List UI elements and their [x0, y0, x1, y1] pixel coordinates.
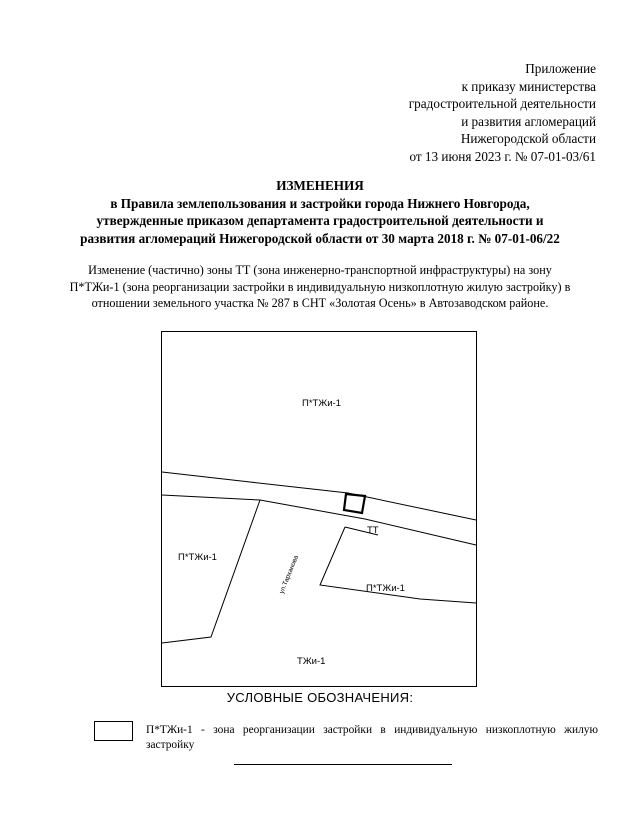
description-line: отношении земельного участка № 287 в СНТ «Золотая Осень» в Автозаводском районе. — [91, 296, 549, 310]
appendix-line: от 13 июня 2023 г. № 07-01-03/61 — [409, 148, 596, 164]
description-line: Изменение (частично) зоны ТТ (зона инженерно-транспортной инфраструктуры) на зону — [88, 263, 552, 277]
street-label: ул.Тарханова — [278, 554, 301, 595]
parcel-287-outline — [344, 494, 365, 513]
map-frame — [162, 332, 477, 687]
heading-line: утвержденные приказом департамента градостроительной деятельности и — [96, 213, 544, 228]
zone-label-bottom: ТЖи-1 — [297, 656, 326, 667]
appendix-line: Нижегородской области — [460, 131, 596, 146]
footer-divider — [234, 764, 452, 765]
appendix-line: Приложение — [525, 61, 596, 76]
heading-line: развития агломераций Нижегородской области от 30 марта 2018 г. № 07-01-06/22 — [80, 230, 560, 246]
zone-label-top: П*ТЖи-1 — [302, 398, 341, 409]
road-boundary-upper — [162, 472, 476, 520]
document-title: ИЗМЕНЕНИЯ — [276, 178, 364, 193]
legend-swatch — [94, 721, 133, 741]
road-boundary-lower — [162, 495, 476, 545]
appendix-line: градостроительной деятельности — [408, 96, 596, 111]
appendix-line: к приказу министерства — [461, 78, 596, 94]
zone-label-right: П*ТЖи-1 — [366, 583, 405, 594]
description-line: П*ТЖи-1 (зона реорганизации застройки в индивидуальную низкоплотную жилую застройку) в — [69, 279, 571, 294]
zone-label-left: П*ТЖи-1 — [178, 552, 217, 563]
left-block-boundary — [162, 500, 260, 643]
legend-title: УСЛОВНЫЕ ОБОЗНАЧЕНИЯ: — [226, 690, 414, 705]
appendix-line: и развития агломераций — [461, 113, 596, 129]
heading-line: в Правила землепользования и застройки города Нижнего Новгорода, — [110, 195, 530, 211]
legend-item-text: П*ТЖи-1 - зона реорганизации застройки в индивидуальную низкоплотную жилую застройку — [146, 724, 598, 751]
zone-label-tt: ТТ — [367, 525, 379, 536]
